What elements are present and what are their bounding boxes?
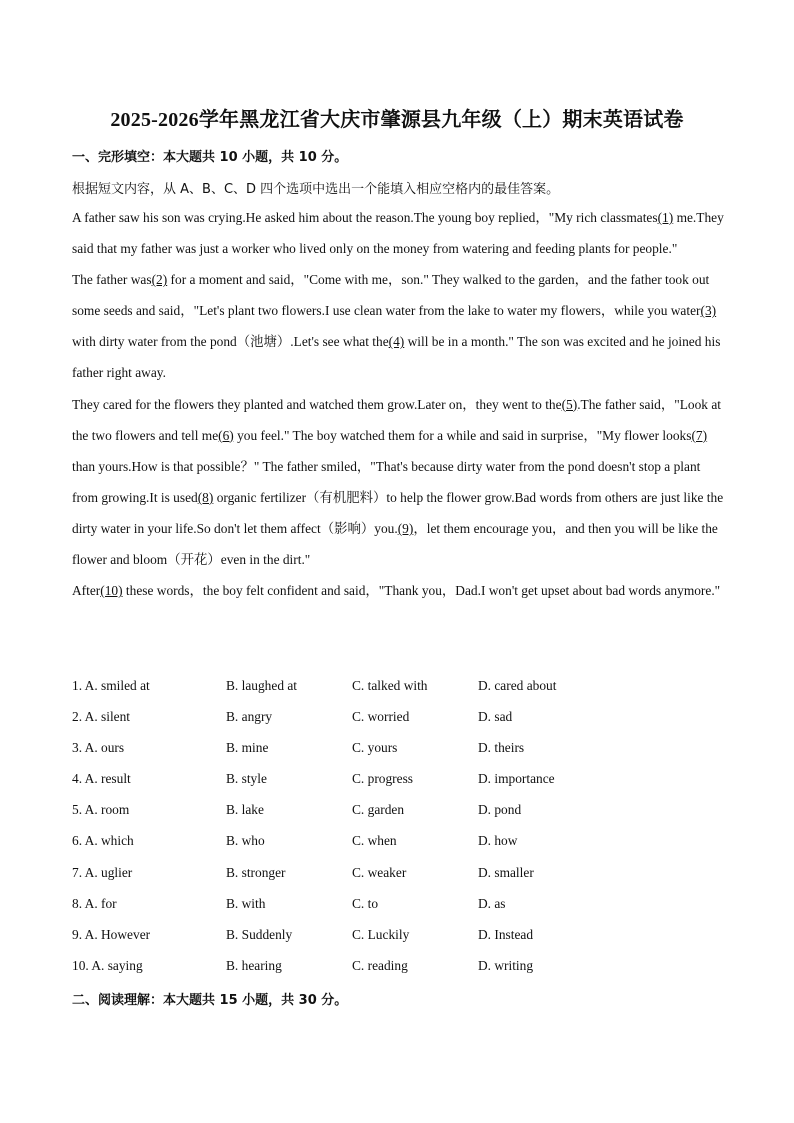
passage-text: you feel." The boy watched them for a while and said in surprise，"My flower looks — [233, 427, 692, 443]
option-b: B. who — [226, 833, 265, 849]
option-row — [72, 857, 732, 888]
passage-text: organic fertilizer（有机肥料）to help the flower grow.Bad words from others are just like the dirty water in your life.So don't let them affect（影响）you. — [72, 489, 724, 536]
passage-text: They cared for the flowers they planted and watched them grow.Later on，they went to the — [72, 396, 562, 412]
option-a: 8. A. for — [72, 895, 117, 911]
passage-text: ，let them encourage you，and then you will be like the flower and bloom（开花）even in the dirt." — [72, 520, 718, 568]
option-row — [72, 919, 732, 950]
section-heading-reading: 二、阅读理解：本大题共 15 小题，共 30 分。 — [72, 993, 348, 1008]
option-b: B. angry — [226, 709, 273, 725]
option-row — [72, 732, 732, 763]
passage-paragraph-4 — [72, 575, 724, 606]
option-c: C. yours — [352, 740, 398, 756]
option-c: C. progress — [352, 771, 413, 787]
passage-paragraph-2 — [72, 264, 724, 388]
option-c: C. Luckily — [352, 926, 410, 942]
blank-7: (7) — [691, 427, 708, 443]
blank-4: (4) — [388, 334, 405, 350]
option-d: D. writing — [478, 957, 534, 973]
exam-title: 2025-2026学年黑龙江省大庆市肇源县九年级（上）期末英语试卷 — [110, 109, 684, 131]
section-heading-cloze: 一、完形填空：本大题共 10 小题，共 10 分。 — [72, 150, 348, 165]
option-d: D. Instead — [478, 926, 534, 942]
option-row — [72, 794, 732, 825]
passage-text: for a moment and said，"Come with me，son." They walked to the garden，and the father took out some seeds and said，"Let's plant two flowers.I use clean water from the lake to water my flowers，while you water — [72, 272, 710, 319]
passage-text: these words，the boy felt confident and said，"Thank you，Dad.I won't get upset about bad words anymore." — [122, 583, 721, 599]
passage-text: me.They said that my father was just a worker who lived only on the money from watering and feeding plants for people." — [72, 210, 724, 257]
option-a: 5. A. room — [72, 802, 130, 818]
option-c: C. when — [352, 833, 397, 849]
passage-text: The father was — [72, 272, 152, 288]
option-d: D. theirs — [478, 740, 525, 756]
option-row — [72, 888, 732, 919]
option-c: C. to — [352, 895, 379, 911]
option-a: 1. A. smiled at — [72, 678, 150, 693]
option-row — [72, 825, 732, 856]
option-b: B. hearing — [226, 957, 282, 973]
option-a: 4. A. result — [72, 771, 131, 787]
option-c: C. worried — [352, 709, 410, 725]
blank-8: (8) — [197, 489, 214, 505]
passage-text: than yours.How is that possible？" The father smiled，"That's because dirty water from the pond doesn't stop a plant from growing.It is used — [72, 458, 701, 505]
option-d: D. pond — [478, 802, 522, 818]
option-a: 3. A. ours — [72, 740, 125, 756]
blank-1: (1) — [657, 210, 674, 225]
option-c: C. weaker — [352, 864, 407, 880]
option-row — [72, 763, 732, 794]
option-b: B. style — [226, 771, 267, 787]
option-b: B. mine — [226, 740, 269, 756]
blank-6: (6) — [218, 427, 234, 443]
passage-text: .The father said，"Look at the two flowers and tell me — [72, 396, 721, 443]
option-b: B. Suddenly — [226, 926, 293, 942]
option-b: B. with — [226, 895, 266, 911]
option-d: D. as — [478, 895, 506, 911]
answer-options — [72, 670, 732, 981]
blank-10: (10) — [100, 583, 123, 599]
option-row — [72, 950, 732, 981]
option-b: B. stronger — [226, 864, 286, 880]
option-row — [72, 701, 732, 732]
blank-3: (3) — [700, 303, 717, 319]
option-d: D. smaller — [478, 864, 534, 880]
option-a: 6. A. which — [72, 833, 134, 849]
option-c: C. garden — [352, 802, 405, 818]
option-d: D. how — [478, 833, 518, 849]
option-b: B. lake — [226, 802, 264, 818]
option-b: B. laughed at — [226, 678, 298, 693]
option-a: 7. A. uglier — [72, 864, 133, 880]
cloze-passage — [72, 202, 724, 606]
blank-2: (2) — [151, 272, 168, 288]
cloze-instructions: 根据短文内容，从 A、B、C、D 四个选项中选出一个能填入相应空格内的最佳答案。 — [72, 182, 560, 197]
option-d: D. sad — [478, 709, 513, 725]
passage-paragraph-3 — [72, 389, 724, 576]
passage-paragraph-1 — [72, 202, 724, 264]
option-d: D. cared about — [478, 678, 557, 693]
option-a: 10. A. saying — [72, 957, 143, 973]
passage-text: with dirty water from the pond（池塘）.Let's see what the — [72, 334, 389, 350]
passage-text: will be in a month." The son was excited and he joined his father right away. — [72, 334, 721, 381]
option-c: C. reading — [352, 957, 408, 973]
option-a: 2. A. silent — [72, 709, 131, 725]
option-row — [72, 670, 732, 701]
option-c: C. talked with — [352, 678, 428, 693]
option-a: 9. A. However — [72, 926, 151, 942]
option-d: D. importance — [478, 771, 555, 787]
blank-9: (9) — [397, 520, 414, 536]
passage-text: After — [72, 583, 101, 599]
blank-5: (5) — [561, 396, 578, 412]
passage-text: A father saw his son was crying.He asked him about the reason.The young boy replied，"My rich classmates — [72, 210, 658, 225]
